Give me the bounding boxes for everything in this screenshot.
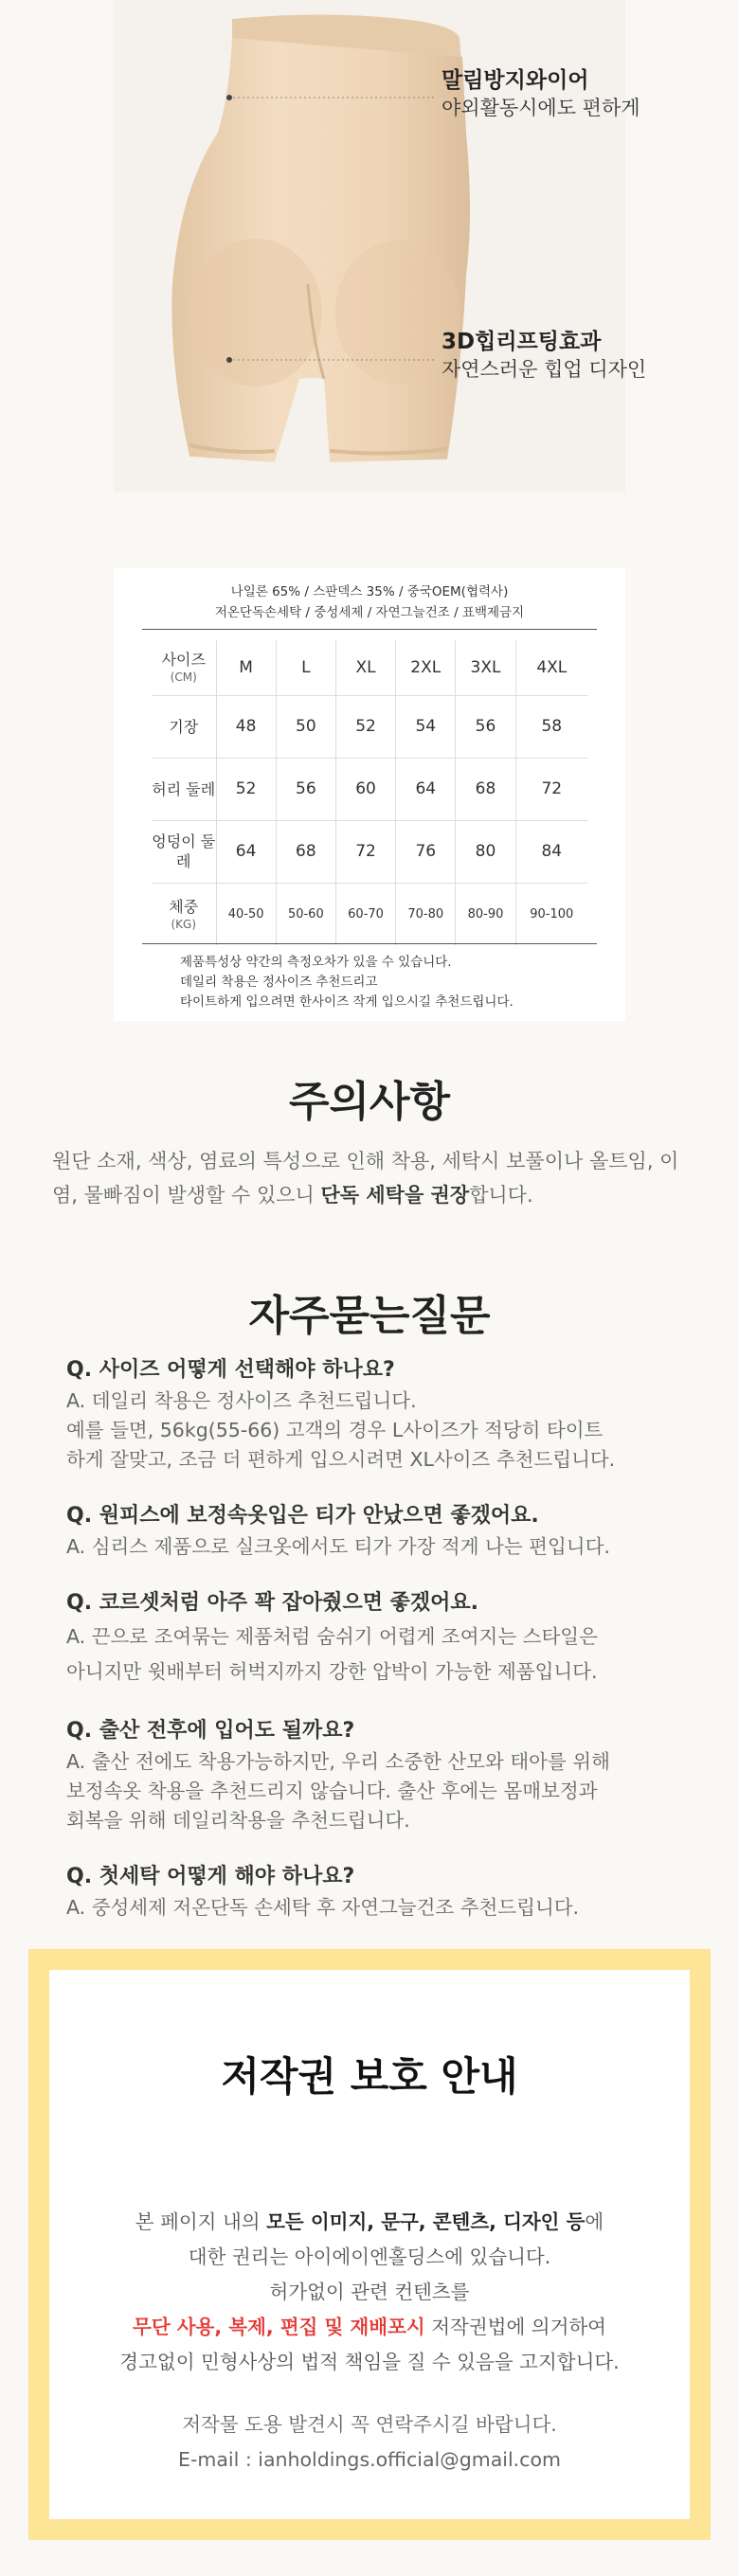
row-label: 허리 둘레 — [152, 758, 216, 820]
caution-title: 주의사항 — [288, 1078, 450, 1126]
size-chart — [114, 568, 625, 1021]
faq-question: Q. 코르셋처럼 아주 꽉 잡아줬으면 좋겠어요. — [66, 1591, 478, 1615]
caution-emphasis: 단독 세탁을 권장 — [320, 1184, 470, 1207]
copyright-title: 저작권 보호 안내 — [221, 2053, 518, 2100]
faq-answer: A. 중성세제 저온단독 손세탁 후 자연그늘건조 추천드립니다. — [66, 1896, 580, 1919]
table-cell: 68 — [456, 758, 515, 820]
size-cell: 4XL — [515, 640, 587, 695]
copyright-contact — [49, 2407, 690, 2478]
table-cell: 80 — [456, 820, 515, 883]
table-cell: 64 — [216, 820, 276, 883]
table-cell: 50 — [276, 695, 335, 758]
table-row — [152, 695, 587, 758]
table-cell: 60-70 — [335, 883, 395, 945]
callout-hip-lifting — [442, 328, 646, 383]
size-notes — [180, 953, 514, 1012]
table-cell: 58 — [515, 695, 587, 758]
copyright-notice — [28, 1949, 711, 2540]
faq-answer: A. 심리스 제품으로 실크옷에서도 티가 가장 적게 나는 편입니다. — [66, 1535, 610, 1558]
table-cell: 50-60 — [276, 883, 335, 945]
note-line: 데일리 착용은 정사이즈 추천드리고 — [180, 975, 378, 990]
table-cell: 48 — [216, 695, 276, 758]
table-cell: 56 — [276, 758, 335, 820]
row-label: 기장 — [152, 695, 216, 758]
callout-sub: 야외활동시에도 편하게 — [442, 97, 640, 119]
contact-request: 저작물 도용 발견시 꼭 연락주시길 바랍니다. — [182, 2413, 557, 2436]
table-cell: 72 — [515, 758, 587, 820]
table-cell: 52 — [335, 695, 395, 758]
table-row — [152, 758, 587, 820]
size-header-cell: 사이즈 (CM) — [152, 640, 216, 695]
weight-header-cell: 체중 (KG) — [169, 897, 199, 931]
copyright-panel — [49, 1970, 690, 2519]
faq-question: Q. 첫세탁 어떻게 해야 하나요? — [66, 1865, 355, 1888]
callout-anti-roll-wire — [442, 66, 640, 121]
table-row — [152, 820, 587, 883]
faq-item — [66, 1861, 711, 1923]
faq-answer: A. 출산 전에도 착용가능하지만, 우리 소중한 산모와 태아를 위해 보정속옷 착용을 추천드리지 않습니다. 출산 후에는 몸매보정과 회복을 위해 데일리착용을 추천드립니다. — [66, 1750, 610, 1832]
size-cell: 3XL — [456, 640, 515, 695]
care-text: 저온단독손세탁 / 중성세제 / 자연그늘건조 / 표백제금지 — [214, 605, 525, 620]
table-cell: 60 — [335, 758, 395, 820]
table-cell: 84 — [515, 820, 587, 883]
size-chart-info — [114, 581, 625, 623]
table-cell: 54 — [396, 695, 456, 758]
size-cell: M — [216, 640, 276, 695]
size-cell: 2XL — [396, 640, 456, 695]
faq-question: Q. 출산 전후에 입어도 될까요? — [66, 1719, 355, 1743]
table-cell: 70-80 — [396, 883, 456, 945]
copyright-bold: 모든 이미지, 문구, 콘텐츠, 디자인 등 — [266, 2210, 586, 2233]
table-cell: 52 — [216, 758, 276, 820]
size-cell: L — [276, 640, 335, 695]
row-label: 엉덩이 둘레 — [152, 820, 216, 883]
size-cell: XL — [335, 640, 395, 695]
note-line: 타이트하게 입으려면 한사이즈 작게 입으시길 추천드립니다. — [180, 994, 514, 1010]
material-text: 나일론 65% / 스판덱스 35% / 중국OEM(협력사) — [230, 584, 509, 599]
callout-title: 3D힙리프팅효과 — [442, 330, 602, 354]
copyright-body: 본 페이지 내의 모든 이미지, 문구, 콘텐츠, 디자인 등에 대한 권리는 아이에이엔홀딩스에 있습니다. 허가없이 관련 컨텐츠를 무단 사용, 복제, 편집 및 재배포시 저작권법에 의거하여 경고없이 민형사상의 법적 책임을 질 수 있음을 고지합니다. — [119, 2210, 620, 2373]
table-row — [152, 883, 587, 945]
copyright-warning: 무단 사용, 복제, 편집 및 재배포시 — [133, 2316, 425, 2338]
faq-list — [66, 1354, 711, 1948]
faq-item — [66, 1715, 711, 1835]
table-cell: 64 — [396, 758, 456, 820]
size-table — [152, 640, 587, 945]
divider — [142, 629, 597, 630]
faq-item — [66, 1587, 711, 1690]
table-cell: 56 — [456, 695, 515, 758]
table-cell: 72 — [335, 820, 395, 883]
faq-question: Q. 사이즈 어떻게 선택해야 하나요? — [66, 1358, 395, 1382]
faq-question: Q. 원피스에 보정속옷입은 티가 안났으면 좋겠어요. — [66, 1504, 539, 1528]
table-cell: 76 — [396, 820, 456, 883]
faq-answer: A. 데일리 착용은 정사이즈 추천드립니다. 예를 들면, 56kg(55-66) 고객의 경우 L사이즈가 적당히 타이트 하게 잘맞고, 조금 더 편하게 입으시려면 XL사이즈 추천드립니다. — [66, 1389, 616, 1471]
faq-title: 자주묻는질문 — [248, 1292, 491, 1340]
faq-item — [66, 1500, 711, 1562]
contact-email[interactable]: E-mail : ianholdings.official@gmail.com — [178, 2448, 561, 2471]
caution-text: 원단 소재, 색상, 염료의 특성으로 인해 착용, 세탁시 보풀이나 올트임, 이염, 물빠짐이 발생할 수 있으니 단독 세탁을 권장합니다. — [52, 1150, 679, 1207]
callout-sub: 자연스러운 힙업 디자인 — [442, 358, 647, 381]
table-cell: 90-100 — [515, 883, 587, 945]
divider — [142, 943, 597, 944]
table-cell: 40-50 — [216, 883, 276, 945]
faq-item — [66, 1354, 711, 1475]
table-row — [152, 640, 587, 695]
faq-answer: A. 끈으로 조여묶는 제품처럼 숨쉬기 어렵게 조여지는 스타일은 아니지만 윗배부터 허벅지까지 강한 압박이 가능한 제품입니다. — [66, 1625, 598, 1683]
table-cell: 80-90 — [456, 883, 515, 945]
table-cell: 68 — [276, 820, 335, 883]
callout-title: 말림방지와이어 — [442, 68, 589, 93]
note-line: 제품특성상 약간의 측정오차가 있을 수 있습니다. — [180, 955, 452, 970]
